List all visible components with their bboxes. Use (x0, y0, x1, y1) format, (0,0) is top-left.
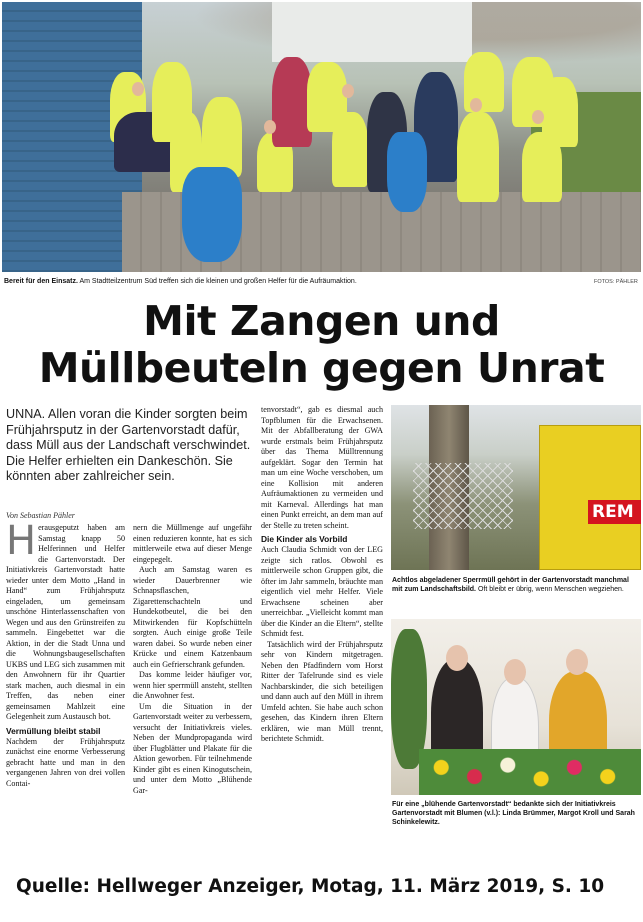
dumped-waste-photo (391, 405, 641, 570)
flower-thanks-photo (391, 619, 641, 795)
subheading: Die Kinder als Vorbild (261, 534, 348, 544)
top-photo-caption (4, 277, 357, 286)
wire-mesh (413, 463, 513, 529)
paragraph: tenvorstadt“, gab es diesmal auch Topfblumen für die Erwachsenen. Mit der Abfallberatung der GWA wurde erstmals beim Frühjahrsputz über das Thema Mülltrennung aufgeklärt. Sogar den Termin hat man um eine Woche verschoben, um eine Kollision mit anderen Aufräumaktionen zu vermeiden und mit Karneval. Allerdings hat man einen Punkt erreicht, an dem man auf der Stelle zu treten scheint. (261, 405, 383, 530)
paragraph: Nachdem der Frühjahrsputz zunächst eine enorme Verbesserung gebracht hatte und man in den vergangenen Jahren von drei vollen Contai- (6, 736, 125, 788)
photo-credit: FOTOS: PÄHLER (594, 279, 638, 285)
paragraph: Um die Situation in der Gartenvorstadt weiter zu verbessern, versucht der Initiativkreis vieles. Neben der Mundpropaganda wird über Flugblätter und Plakate für die Aktion geworben. Für teilnehmende Kinder gibt es einen Kinogutschein, und unter dem Motto „Blühende Gar- (133, 701, 252, 795)
face (504, 659, 526, 685)
face (264, 120, 276, 134)
paragraph (6, 518, 125, 723)
caption-lead: Achtlos abgeladener Sperrmüll gehört in der Gartenvorstadt manchmal mit zum Landschaftsbild. (392, 577, 629, 593)
byline: Von Sebastian Pähler (6, 511, 75, 520)
lead-paragraph (6, 407, 256, 485)
lead-place: UNNA. (6, 407, 46, 421)
caption-lead: Für eine „blühende Gartenvorstadt“ bedankte sich der Initiativkreis Gartenvorstadt mit Blumen (v.l.): (392, 801, 616, 817)
face (566, 649, 588, 675)
caption-text: Am Stadtteilzentrum Süd treffen sich die kleinen und großen Helfer für die Aufräumaktion. (77, 278, 357, 285)
caption-text: Oft bleibt er übrig, wenn Menschen wegziehen. (476, 586, 624, 593)
child-helper (457, 112, 499, 202)
blue-trash-bag (182, 167, 242, 262)
face (446, 645, 468, 671)
paragraph: Tatsächlich wird der Frühjahrsputz sehr von Kindern mitgetragen. Neben den Pfadfindern vom Horst Ritter der Tafelrunde sind es viele Nachbarskinder, die sich beteiligen und dann auch auf den Müll in ihrem Umfeld achten. Sie habe auch schon gesehen, das Kindern ihren Eltern erklären, wie man Müll trennt, berichtete Schmidt. (261, 639, 383, 743)
subheading: Vermüllung bleibt stabil (6, 725, 101, 736)
article-column-2 (133, 523, 252, 796)
child-helper (542, 77, 578, 147)
face (470, 98, 482, 112)
child-helper (332, 112, 368, 187)
house-background (272, 2, 472, 62)
face (532, 110, 544, 124)
houseplant (391, 629, 427, 769)
paragraph: Auch Claudia Schmidt von der LEG zeigte sich ratlos. Obwohl es mittlerweile schon Gruppen gibt, die öfter im Jahr sammeln, bräuchte man eigentlich viel mehr Helfer. Viele Erwachsene scheinen aber unerreichbar. „Vielleicht kommt man über die Kinder an die Eltern“, stellte Schmidt fest. (261, 545, 383, 638)
blue-trash-bag (387, 132, 427, 212)
drop-cap: H (6, 518, 37, 564)
article-column-3 (261, 405, 383, 745)
paragraph-text: erausgeputzt haben am Samstag knapp 50 Helferinnen und Helfer die Gartenvorstadt. Der Initiativkreis Gartenvorstadt hatte wieder unter dem Motto „Hand in Hand“ zum Frühjahrsputz eingeladen, um gemeinsam unschöne Hinterlassenschaften von Wegen und aus den Grünstreifen zu sammeln. Eingebettet war die Aktion, in der die Stadt Unna und die Wohnungsbaugesellschaften UKBS und LEG sich zusammen mit den Anwohnern für ihr Quartier stark machen, auch diesmal in ein Treffen, das neben einer gemeinsamen Mahlzeit eine Gelegenheit zum Austausch bot. (6, 523, 125, 721)
child-helper (202, 97, 242, 177)
dumped-waste-caption (392, 576, 640, 594)
adult-helper (272, 57, 312, 147)
flower-pots (419, 749, 641, 795)
caption-lead: Bereit für den Einsatz. (4, 278, 78, 285)
paragraph: Auch am Samstag waren es wieder Dauerbrenner wie Schnapsflaschen, Zigarettenschachteln und Hundekotbeutel, die bei den Mitwirkenden für Kopfschütteln sorgten. Auch einige große Teile waren dabei. So wurde neben einer Krücke und einem Katzenbaum auch ein Gefrierschrank gefunden. (133, 565, 252, 669)
lead-text: Allen voran die Kinder sorgten beim Frühjahrsputz in der Gartenvorstadt dafür, dass Müll aus der Landschaft verschwindet. Die Helfer erhielten ein Dankeschön. Sie könnten aber zahlreicher sein. (6, 407, 251, 483)
container-label: REM (588, 500, 641, 524)
group-photo (2, 2, 641, 272)
source-citation: Quelle: Hellweger Anzeiger, Motag, 11. März 2019, S. 10 (16, 876, 605, 897)
headline-line-2: Müllbeuteln gegen Unrat (38, 344, 605, 392)
paragraph: nern die Müllmenge auf ungefähr einen reduzieren konnte, hat es sich mittlerweile etwa auf dieser Menge eingepegelt. (133, 523, 252, 564)
yellow-container (539, 425, 641, 570)
caption-text: Linda Brümmer, Margot Kroll und Sarah Schinkelewitz. (392, 810, 635, 826)
face (132, 82, 144, 96)
article-column-1 (6, 518, 125, 789)
face (342, 84, 354, 98)
flower-thanks-caption (392, 800, 640, 827)
headline-line-1: Mit Zangen und (143, 297, 500, 345)
paragraph: Das komme leider häufiger vor, wenn hier sperrmüll ansteht, stellten die Anwohner fest. (133, 670, 252, 700)
